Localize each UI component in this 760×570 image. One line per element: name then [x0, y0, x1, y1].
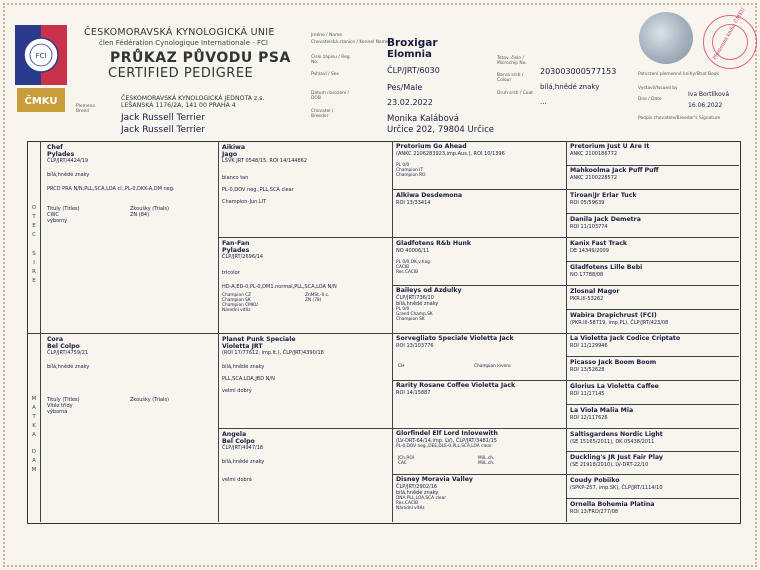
grid-divider: [566, 356, 739, 357]
side-label-sire-cz: O T E C: [31, 205, 37, 238]
kennel-label: Chovatelská stanice / Kennel Name: [311, 40, 389, 45]
sire-sire-cell: Aikiwa Jago LŠVK JRT 0548/15, ROI 14/144862 bianco tan PL-0,DOV neg.,PLL,SCA clear Champion-Jun.LIT: [222, 144, 308, 205]
breed-english: Jack Russell Terrier: [121, 125, 206, 135]
g4-14: Duckling's JR Just Fair Play (SE 21918/2010), LV-DRT-22/10: [570, 454, 663, 468]
grid-divider: [566, 141, 567, 522]
dss-titles2: Champion lovero: [474, 364, 511, 369]
grid-divider: [218, 141, 219, 522]
microchip-number: 203003000577153: [540, 67, 617, 76]
sire-name: Chef: [47, 144, 63, 151]
g4-1: Pretorium Just U Are It ANKC 2100186772: [570, 143, 650, 157]
g4-4: Danila Jack Demetra ROI 11/103774: [570, 216, 641, 230]
fci-logo-icon: [15, 25, 67, 115]
grid-divider: [566, 261, 739, 262]
title-czech: PRŮKAZ PŮVODU PSA: [110, 50, 291, 66]
kennel-name: Elomnia: [387, 49, 432, 60]
breeder-label: Chovatel / Breeder: [311, 109, 334, 119]
grid-divider: [40, 141, 41, 522]
dam-eval: výborná: [47, 409, 68, 415]
name-label: Jméno / Name: [311, 33, 342, 38]
stamp-text: Plemenná kniha ČMKU: [712, 6, 747, 61]
sss-cell: Pretorium Go Ahead (ANKC 2106283923,imp.Aus.), ROI 10/1396 PL 0/0 Champion IT Champion RO: [396, 143, 505, 178]
sire-titles-label: Tituly (Titles): [47, 206, 80, 212]
grid-divider: [218, 237, 739, 238]
title-english: CERTIFIED PEDIGREE: [108, 66, 254, 81]
sire-dam-cell: Fan-Fan Pylades ČLP/JRT/2696/14 tricolor HD-A,ED-0,PL-0,DM1.normal,PLL,SCA,LOA N/N: [222, 240, 337, 290]
issued-by-label: Vystavil/Issued by: [638, 86, 678, 91]
grid-divider: [392, 285, 739, 286]
g4-16: Ornella Bohemia Platina ROI 13/FRO/277/08: [570, 501, 655, 515]
dam-exams-label: Zkoušky (Trials): [130, 397, 169, 403]
dam-titles: Vítěz třídy: [47, 403, 73, 409]
dsd-cell: Rarity Rosane Coffee Violetta Jack ROI 14/15887: [396, 382, 516, 396]
g4-2: Mahkoolma Jack Puff Puff ANKC 2100228572: [570, 167, 659, 181]
grid-divider: [566, 309, 739, 310]
date-label: Dne / Date: [638, 97, 662, 102]
grid-divider: [566, 498, 739, 499]
dam-cell: Cora Bel Colpo ČLP/JRT/4759/21 bílá,hnědé znaky: [47, 336, 90, 370]
logo-letters: ČMKU: [24, 96, 58, 107]
issued-by-value: Iva Bortlíková: [688, 91, 730, 98]
logo-text: FCI: [35, 52, 47, 60]
grid-divider: [392, 189, 739, 190]
club-address: LEŠANSKÁ 1176/2A, 141 00 PRAHA 4: [121, 102, 236, 109]
sire-eval: výborný: [47, 218, 68, 224]
breed-label: Plemeno Breed: [76, 104, 96, 114]
color-label: Barva srsti / Colour: [497, 73, 524, 83]
dds-titles2: MilL.ch. MilL.ch.: [478, 456, 495, 466]
sdd-cell: Baileys od Azdulky ČLP/JRT/736/10 bílá,hnědé znaky PL 0/0 Grand Champ.SK Champion SK: [396, 287, 462, 322]
g4-10: Picasso Jack Boom Boom ROI 13/52628: [570, 359, 657, 373]
sire-cell: [47, 145, 215, 192]
g4-6: Gladfotens Lille Bebi NO 17788/08: [570, 264, 643, 278]
sire-health: PRCD PRA N/N,PLL,SCA,LOA cl.,PL-0,DKK-A,DM neg.: [47, 186, 175, 192]
sire-exams: ZN (84): [130, 212, 150, 218]
signature-label: Podpis chovatele/Breeder's Signature: [638, 116, 721, 121]
g4-8: Wabira Drapichrust (FCI) (PKR.III-58719, imp.PL), ČLP/JRT/423/08: [570, 312, 669, 326]
registration-number: ČLP/JRT/6030: [387, 66, 440, 75]
grid-divider: [566, 451, 739, 452]
ddd-cell: Disney Moravia Valley ČLP/JRT/2902/16 bílá,hnědé znaky DNA PLL,LOA,SCA clear Res.CACIB Národní vítěz: [396, 476, 473, 511]
date-of-birth: 23.02.2022: [387, 98, 433, 107]
dss-cell: Sorvegliato Speciale Violetta Jack ROI 13/103776: [396, 335, 514, 349]
grid-divider: [392, 380, 739, 381]
side-label-dam-cz: M A T K A: [31, 396, 37, 438]
grid-divider: [218, 428, 739, 429]
g4-3: Tiroan|Jr Erlar Tuck ROI 05/59639: [570, 192, 637, 206]
g4-7: Zlosnal Magor PKR.III-53262: [570, 288, 620, 302]
sire-titles: CWC: [47, 212, 59, 218]
dam-titles-label: Tituly (Titles): [47, 397, 80, 403]
coat-value: ...: [540, 98, 547, 106]
sire-reg: ČLP/JRT/4424/19: [47, 158, 89, 164]
sire-dam-titles: Champion CZ Champion SK Champion ČMKU Národní vítěz: [222, 293, 258, 313]
dds-titles: JCh.ROI CAC: [398, 456, 414, 466]
grid-divider: [392, 474, 739, 475]
club-name: ČESKOMORAVSKÁ KYNOLOGICKÁ JEDNOTA z.s.: [121, 95, 265, 102]
chip-label: Tetov. číslo / Microchip No.: [497, 56, 527, 66]
g4-12: La Viola Malia Mia ROI 12/117626: [570, 407, 634, 421]
dam-sire-cell: Planet Punk Speciale Violetta JRT (ROI 17/77612, imp.It.), ČLP/JRT/4390/18 bílá,hnědé znaky PLL,SCA,LOA,JBD N/N velmi dobrý: [222, 336, 324, 394]
g4-15: Coudy Pobiiko (SPKP-257, imp.SK), ČLP/JRT/1114/10: [570, 477, 663, 491]
hologram-seal-icon: [639, 12, 693, 64]
org-name: ČESKOMORAVSKÁ KYNOLOGICKÁ UNIE: [84, 27, 275, 38]
dss-titles: CH: [398, 364, 405, 369]
coat-label: Druh srsti / Coat: [497, 91, 533, 96]
g4-5: Kanix Fast Track DE 14349/2009: [570, 240, 628, 254]
issue-date: 16.06.2022: [688, 102, 723, 109]
grid-divider: [566, 165, 739, 166]
reg-label: Číslo zápisu / Reg. No.: [311, 55, 351, 65]
sire-color: bílá,hnědé znaky: [47, 172, 90, 178]
dam-dam-cell: Angela Bel Colpo ČLP/JRT/4947/18 bílá,hnědé znaky velmi dobrá: [222, 431, 265, 483]
ssd-cell: Alkiwa Desdemona ROI 13/33414: [396, 192, 463, 206]
g4-13: Saltisgardens Nordic Light (SE 15165/2011), DK 05438/2011: [570, 431, 663, 445]
g4-11: Glorius La Violetta Caffee ROI 11/17145: [570, 383, 659, 397]
sex-value: Pes/Male: [387, 83, 423, 92]
sex-label: Pohlaví / Sex: [311, 72, 339, 77]
dob-label: Datum narození / DOB: [311, 91, 349, 101]
g4-9: La Violetta Jack Codice Criptato ROI 11/129946: [570, 335, 681, 349]
sire-dam-exams: ZnMSt.-II.c. ZN (78): [305, 293, 330, 303]
breeder-name: Monika Kalábová: [387, 114, 460, 124]
grid-divider: [27, 333, 739, 334]
grid-divider: [566, 404, 739, 405]
sds-cell: Gladfotens R&b Hunk NO 40006/11 PL 0/0,OK,v.hag. CACIB Res.CACIB: [396, 240, 471, 275]
grid-divider: [392, 141, 393, 522]
breed-czech: Jack Russell Terrier: [121, 113, 206, 123]
breeder-address: Určice 202, 79804 Určice: [387, 125, 495, 135]
issuer-label: Potvrzení plemenné knihy/Stud Book: [638, 72, 719, 77]
colour-value: bílá,hnědé znaky: [540, 83, 600, 91]
grid-divider: [566, 213, 739, 214]
org-subtitle: člen Fédération Cynologique Internationale - FCI: [99, 39, 268, 47]
dog-name: Broxigar: [387, 37, 438, 49]
side-label-dam-en: D A M: [31, 449, 37, 473]
side-label-sire-en: S I R E: [32, 251, 36, 284]
sire-kennel: Pylades: [47, 150, 75, 158]
sire-exams-label: Zkoušky (Trials): [130, 206, 169, 212]
dds-cell: Glorfindel Elf Lord Inlovewith (LV-DRT-64/14,imp. LV), ČLP/JRT/3481/15 PL-0,DOV neg.,DEE,DLE-0,PLL,SCA,LOA clear: [396, 430, 498, 449]
